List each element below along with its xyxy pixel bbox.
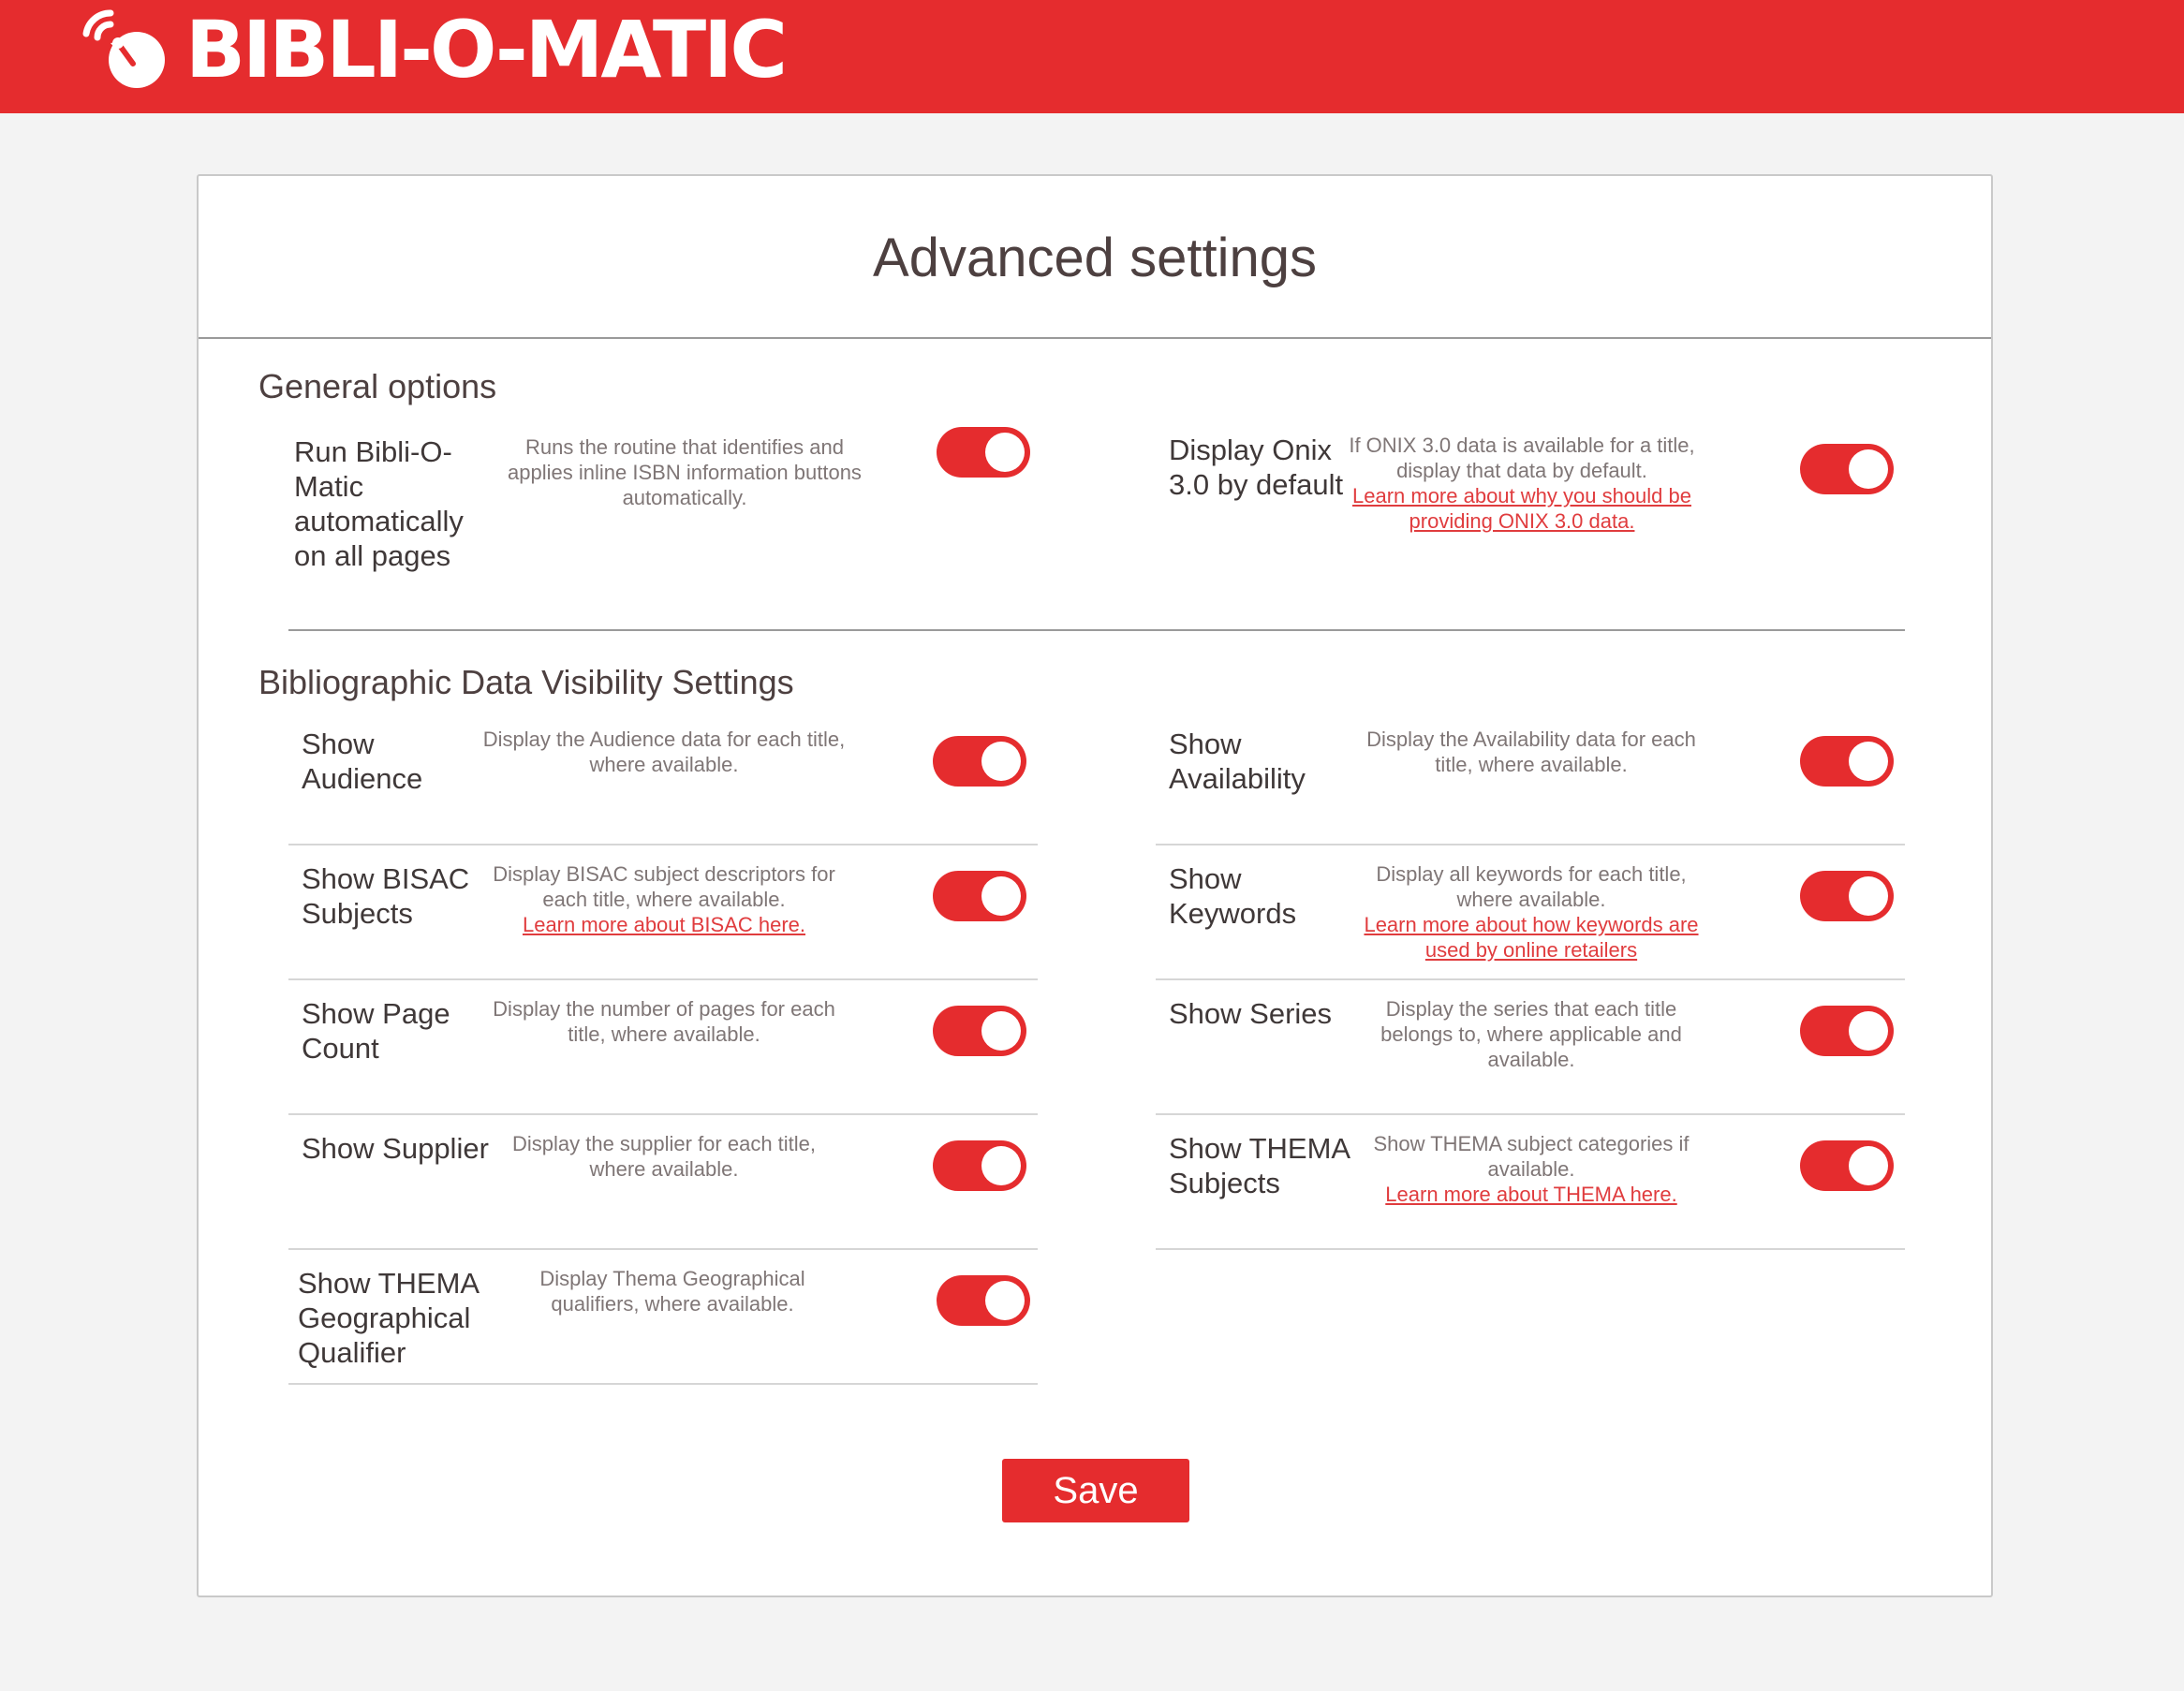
visibility-heading: Bibliographic Data Visibility Settings	[258, 663, 794, 701]
setting-show-availability	[1156, 708, 1905, 839]
setting-show-audience	[288, 708, 1038, 839]
display-onix-toggle[interactable]	[1800, 444, 1894, 494]
show-availability-toggle[interactable]	[1800, 736, 1894, 787]
save-button[interactable]: Save	[1002, 1459, 1189, 1522]
setting-label: Show Audience	[302, 728, 423, 795]
show-bisac-toggle[interactable]	[933, 871, 1026, 921]
setting-show-thema-geographical	[288, 1247, 1038, 1378]
setting-show-page-count	[288, 978, 1038, 1109]
description-text: Display the number of pages for each title, where available.	[493, 997, 835, 1046]
setting-description	[481, 861, 847, 937]
description-text: Show THEMA subject categories if available.	[1373, 1132, 1690, 1181]
setting-show-supplier	[288, 1112, 1038, 1243]
description-text: Display the supplier for each title, where available.	[511, 1132, 817, 1181]
setting-label: Show THEMA Subjects	[1169, 1132, 1350, 1199]
toggle-knob	[1849, 1011, 1888, 1051]
row-divider	[288, 1383, 1038, 1385]
show-series-toggle[interactable]	[1800, 1006, 1894, 1056]
page-title: Advanced settings	[873, 228, 1317, 288]
setting-display-onix	[1156, 433, 1905, 564]
setting-description	[481, 727, 847, 777]
setting-description	[523, 1266, 822, 1316]
run-automatically-toggle[interactable]	[937, 427, 1030, 478]
description-text: Display the Audience data for each title, where available.	[482, 728, 846, 776]
setting-description	[1349, 1131, 1714, 1207]
show-page-count-toggle[interactable]	[933, 1006, 1026, 1056]
setting-label: Show Keywords	[1169, 862, 1297, 930]
setting-description	[502, 434, 867, 510]
satellite-dish-icon	[81, 9, 170, 94]
show-thema-geographical-toggle[interactable]	[937, 1275, 1030, 1326]
show-keywords-toggle[interactable]	[1800, 871, 1894, 921]
setting-label: Show BISAC Subjects	[302, 862, 470, 930]
description-text: Runs the routine that identifies and applies inline ISBN information buttons automatically.	[508, 435, 862, 509]
setting-description	[1339, 433, 1704, 534]
header-bar	[0, 0, 2184, 113]
bisac-learn-more-link[interactable]: Learn more about BISAC here.	[522, 913, 806, 936]
settings-card	[197, 174, 1993, 1597]
setting-show-bisac	[288, 843, 1038, 974]
setting-label: Display Onix 3.0 by default	[1169, 434, 1344, 501]
setting-description	[481, 1131, 847, 1182]
section-divider	[288, 629, 1905, 631]
description-text: Display the series that each title belongs to, where applicable and available.	[1380, 997, 1682, 1071]
setting-label: Show THEMA Geographical Qualifier	[298, 1267, 479, 1369]
description-text: Display all keywords for each title, where available.	[1376, 862, 1687, 911]
show-audience-toggle[interactable]	[933, 736, 1026, 787]
onix-learn-more-link[interactable]: Learn more about why you should be providing ONIX 3.0 data.	[1351, 484, 1691, 533]
setting-label: Show Page Count	[302, 997, 450, 1065]
setting-show-thema-subjects	[1156, 1112, 1905, 1243]
setting-label: Show Availability	[1169, 728, 1306, 795]
toggle-knob	[985, 433, 1025, 472]
setting-show-series	[1156, 978, 1905, 1109]
thema-learn-more-link[interactable]: Learn more about THEMA here.	[1385, 1183, 1677, 1206]
setting-run-automatically	[287, 416, 1036, 572]
toggle-knob	[1849, 1146, 1888, 1185]
setting-label: Show Series	[1169, 997, 1333, 1030]
row-divider	[1156, 1248, 1905, 1250]
setting-description	[1349, 861, 1714, 963]
toggle-knob	[985, 1281, 1025, 1320]
app-logo-text: BIBLI-O-MATIC	[185, 4, 786, 96]
setting-description	[1349, 996, 1714, 1072]
toggle-knob	[1849, 876, 1888, 916]
show-supplier-toggle[interactable]	[933, 1140, 1026, 1191]
setting-label: Show Supplier	[302, 1132, 489, 1165]
setting-show-keywords	[1156, 843, 1905, 974]
show-thema-subjects-toggle[interactable]	[1800, 1140, 1894, 1191]
toggle-knob	[981, 1011, 1021, 1051]
toggle-knob	[1849, 742, 1888, 781]
toggle-knob	[981, 876, 1021, 916]
keywords-learn-more-link[interactable]: Learn more about how keywords are used by online retailers	[1364, 913, 1699, 962]
setting-description	[481, 996, 847, 1047]
general-options-heading: General options	[258, 367, 497, 405]
description-text: Display BISAC subject descriptors for each title, where available.	[493, 862, 835, 911]
card-header	[199, 176, 1991, 339]
description-text: Display the Availability data for each title, where available.	[1366, 728, 1696, 776]
toggle-knob	[981, 742, 1021, 781]
toggle-knob	[1849, 449, 1888, 489]
description-text: Display Thema Geographical qualifiers, where available.	[539, 1267, 805, 1316]
setting-description	[1349, 727, 1714, 777]
toggle-knob	[981, 1146, 1021, 1185]
setting-label: Run Bibli-O-Matic automatically on all pages	[294, 435, 464, 572]
description-text: If ONIX 3.0 data is available for a title, display that data by default.	[1349, 434, 1695, 482]
